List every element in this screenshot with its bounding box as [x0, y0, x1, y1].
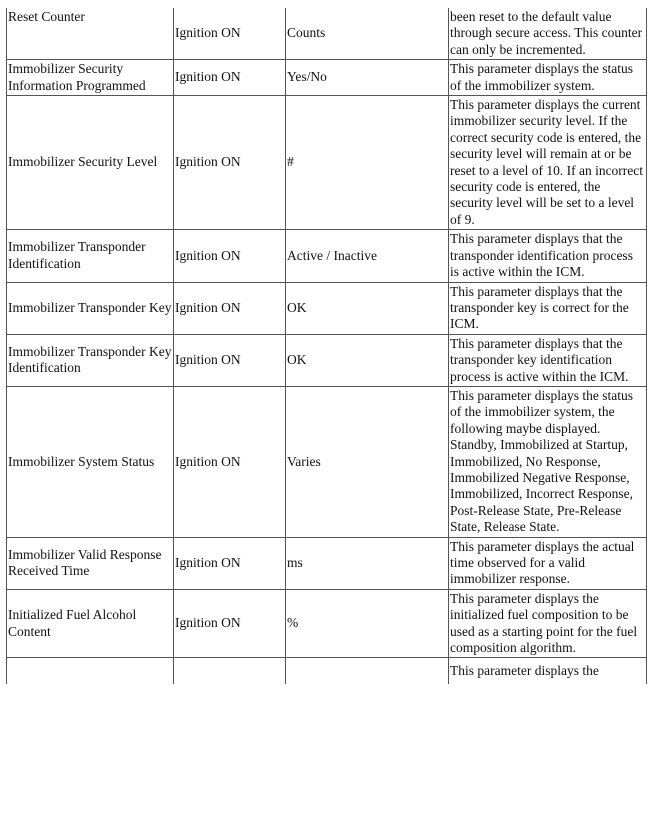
- table-row: [7, 386, 647, 537]
- parameter-condition: [174, 658, 286, 685]
- table-row: [7, 282, 647, 334]
- table-row: [7, 8, 647, 60]
- parameter-units: %: [286, 589, 449, 658]
- parameter-condition: Ignition ON: [174, 537, 286, 589]
- parameter-units: ms: [286, 537, 449, 589]
- parameter-condition: Ignition ON: [174, 282, 286, 334]
- parameter-description: This parameter displays that the transponder key is correct for the ICM.: [449, 282, 647, 334]
- parameter-condition: Ignition ON: [174, 386, 286, 537]
- parameter-name: Immobilizer Transponder Key: [7, 282, 174, 334]
- parameter-name: Immobilizer Valid Response Received Time: [7, 537, 174, 589]
- parameter-units: Varies: [286, 386, 449, 537]
- parameter-description: This parameter displays the status of the immobilizer system, the following maybe displayed. Standby, Immobilized at Startup, Immobilized, No Response, Immobilized Negative Response, Immobilized, Incorrect Response, Post-Release State, Pre-Release State, Release State.: [449, 386, 647, 537]
- parameter-units: #: [286, 96, 449, 230]
- parameter-condition: Ignition ON: [174, 230, 286, 282]
- parameter-description: This parameter displays the initialized fuel composition to be used as a starting point for the fuel composition algorithm.: [449, 589, 647, 658]
- parameter-description: This parameter displays the: [449, 658, 647, 685]
- parameter-description: This parameter displays the current immobilizer security level. If the correct security code is entered, the security level will remain at or be reset to a level of 10. If an incorrect security code is entered, the security level will be set to a level of 9.: [449, 96, 647, 230]
- parameter-name: Immobilizer Security Information Programmed: [7, 60, 174, 96]
- parameter-name: [7, 658, 174, 685]
- parameter-name: Immobilizer Security Level: [7, 96, 174, 230]
- parameter-name: Immobilizer Transponder Identification: [7, 230, 174, 282]
- parameter-units: OK: [286, 282, 449, 334]
- parameter-condition: Ignition ON: [174, 60, 286, 96]
- parameter-name: Immobilizer System Status: [7, 386, 174, 537]
- parameter-units: OK: [286, 334, 449, 386]
- parameter-condition: Ignition ON: [174, 334, 286, 386]
- parameter-condition: Ignition ON: [174, 96, 286, 230]
- parameter-units: [286, 658, 449, 685]
- table-row: [7, 589, 647, 658]
- parameter-condition: Ignition ON: [174, 8, 286, 60]
- table-row: [7, 230, 647, 282]
- table-row: [7, 334, 647, 386]
- table-row: [7, 60, 647, 96]
- parameter-description: been reset to the default value through secure access. This counter can only be incremented.: [449, 8, 647, 60]
- parameter-units: Active / Inactive: [286, 230, 449, 282]
- parameter-name: Immobilizer Transponder Key Identification: [7, 334, 174, 386]
- parameter-units: Yes/No: [286, 60, 449, 96]
- parameter-name: Reset Counter: [7, 8, 174, 60]
- parameter-units: Counts: [286, 8, 449, 60]
- parameter-name: Initialized Fuel Alcohol Content: [7, 589, 174, 658]
- parameter-table: [6, 8, 647, 684]
- table-row: [7, 96, 647, 230]
- parameter-condition: Ignition ON: [174, 589, 286, 658]
- parameter-description: This parameter displays that the transponder identification process is active within the ICM.: [449, 230, 647, 282]
- parameter-description: This parameter displays the actual time observed for a valid immobilizer response.: [449, 537, 647, 589]
- parameter-description: This parameter displays the status of the immobilizer system.: [449, 60, 647, 96]
- table-row: [7, 537, 647, 589]
- parameter-description: This parameter displays that the transponder key identification process is active within the ICM.: [449, 334, 647, 386]
- table-row: [7, 658, 647, 685]
